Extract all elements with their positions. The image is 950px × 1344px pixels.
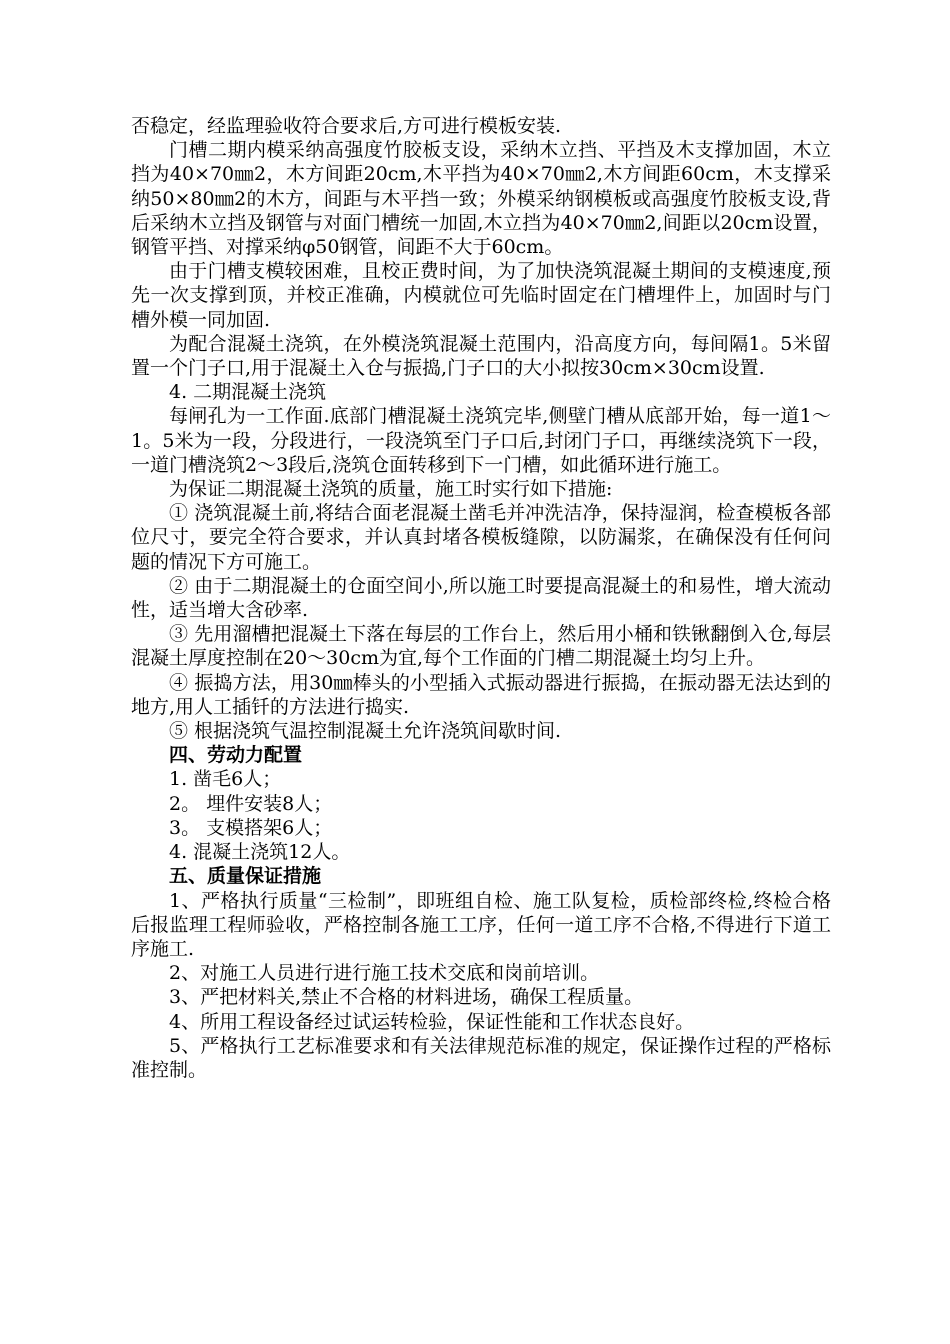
list-item-labor-4: 4. 混凝土浇筑12人。 (169, 841, 351, 864)
paragraph-measures-intro: 为保证二期混凝土浇筑的质量，施工时实行如下措施: (169, 478, 613, 501)
list-item-labor-3: 3。 支模搭架6人； (169, 816, 333, 839)
list-item-measure-3: ③ 先用溜槽把混凝土下落在每层的工作台上，然后用小桶和铁锹翻倒入仓,每层混凝土厚度控制在20～30cm为宜,每个工作面的门槽二期混凝土均匀上升。 (131, 623, 831, 670)
list-item-measure-1: ① 浇筑混凝土前,将结合面老混凝土凿毛并冲洗洁净，保持湿润，检查模板各部位尺寸，要完全符合要求，并认真封堵各模板缝隙，以防漏浆，在确保没有任何问题的情况下方可施工。 (131, 502, 831, 573)
paragraph-work-face: 每闸孔为一工作面.底部门槽混凝土浇筑完毕,侧壁门槽从底部开始，每一道1～1。5米为一段，分段进行，一段浇筑至门子口后,封闭门子口，再继续浇筑下一段，一道门槽浇筑2～3段后,浇筑仓面转移到下一门槽，如此循环进行施工。 (131, 405, 831, 476)
list-item-quality-1: 1、严格执行质量“三检制”，即班组自检、施工队复检，质检部终检,终检合格后报监理工程师验收，严格控制各施工工序，任何一道工序不合格,不得进行下道工序施工. (131, 889, 831, 960)
list-item-quality-5: 5、严格执行工艺标准要求和有关法律规范标准的规定，保证操作过程的严格标准控制。 (131, 1034, 831, 1081)
list-item-measure-2: ② 由于二期混凝土的仓面空间小,所以施工时要提高混凝土的和易性，增大流动性，适当增大含砂率. (131, 574, 831, 622)
list-item-quality-4: 4、所用工程设备经过试运转检验，保证性能和工作状态良好。 (169, 1010, 695, 1033)
section-heading-quality: 五、质量保证措施 (169, 865, 322, 888)
subheading-second-stage-pour: 4. 二期混凝土浇筑 (169, 381, 327, 404)
list-item-quality-3: 3、严把材料关,禁止不合格的材料进场，确保工程质量。 (169, 986, 644, 1009)
paragraph-verification: 否稳定，经监理验收符合要求后,方可进行模板安装. (131, 115, 562, 137)
list-item-quality-2: 2、对施工人员进行进行施工技术交底和岗前培训。 (169, 962, 600, 985)
paragraph-inner-formwork: 门槽二期内模采纳高强度竹胶板支设，采纳木立挡、平挡及木支撑加固，木立挡为40×70㎜2，木方间距20cm,木平挡为40×70㎜2,木方间距60cm，木支撑采纳50×80㎜2的木方，间距与木平挡一致；外模采纳钢模板或高强度竹胶板支设,背后采纳木立挡及钢管与对面门槽统一加固,木立挡为40×70㎜2,间距以20cm设置，钢管平挡、对撑采纳φ50钢管，间距不大于60cm。 (131, 139, 831, 259)
document-page (131, 114, 831, 1082)
list-item-labor-1: 1. 凿毛6人； (169, 768, 282, 791)
list-item-measure-4: ④ 振捣方法，用30㎜棒头的小型插入式振动器进行振捣，在振动器无法达到的地方,用人工插钎的方法进行捣实. (131, 671, 831, 718)
paragraph-formwork-speed: 由于门槽支模较困难，且校正费时间，为了加快浇筑混凝土期间的支模速度,预先一次支撑到顶，并校正准确，内模就位可先临时固定在门槽埋件上，加固时与门槽外模一同加固. (131, 260, 831, 331)
list-item-measure-5: ⑤ 根据浇筑气温控制混凝土允许浇筑间歇时间. (169, 720, 562, 743)
paragraph-pour-openings: 为配合混凝土浇筑，在外模浇筑混凝土范围内，沿高度方向，每间隔1。5米留置一个门子口,用于混凝土入仓与振捣,门子口的大小拟按30cm×30cm设置. (131, 332, 831, 380)
list-item-labor-2: 2。 埋件安装8人； (169, 792, 333, 815)
section-heading-labor: 四、劳动力配置 (169, 744, 303, 767)
